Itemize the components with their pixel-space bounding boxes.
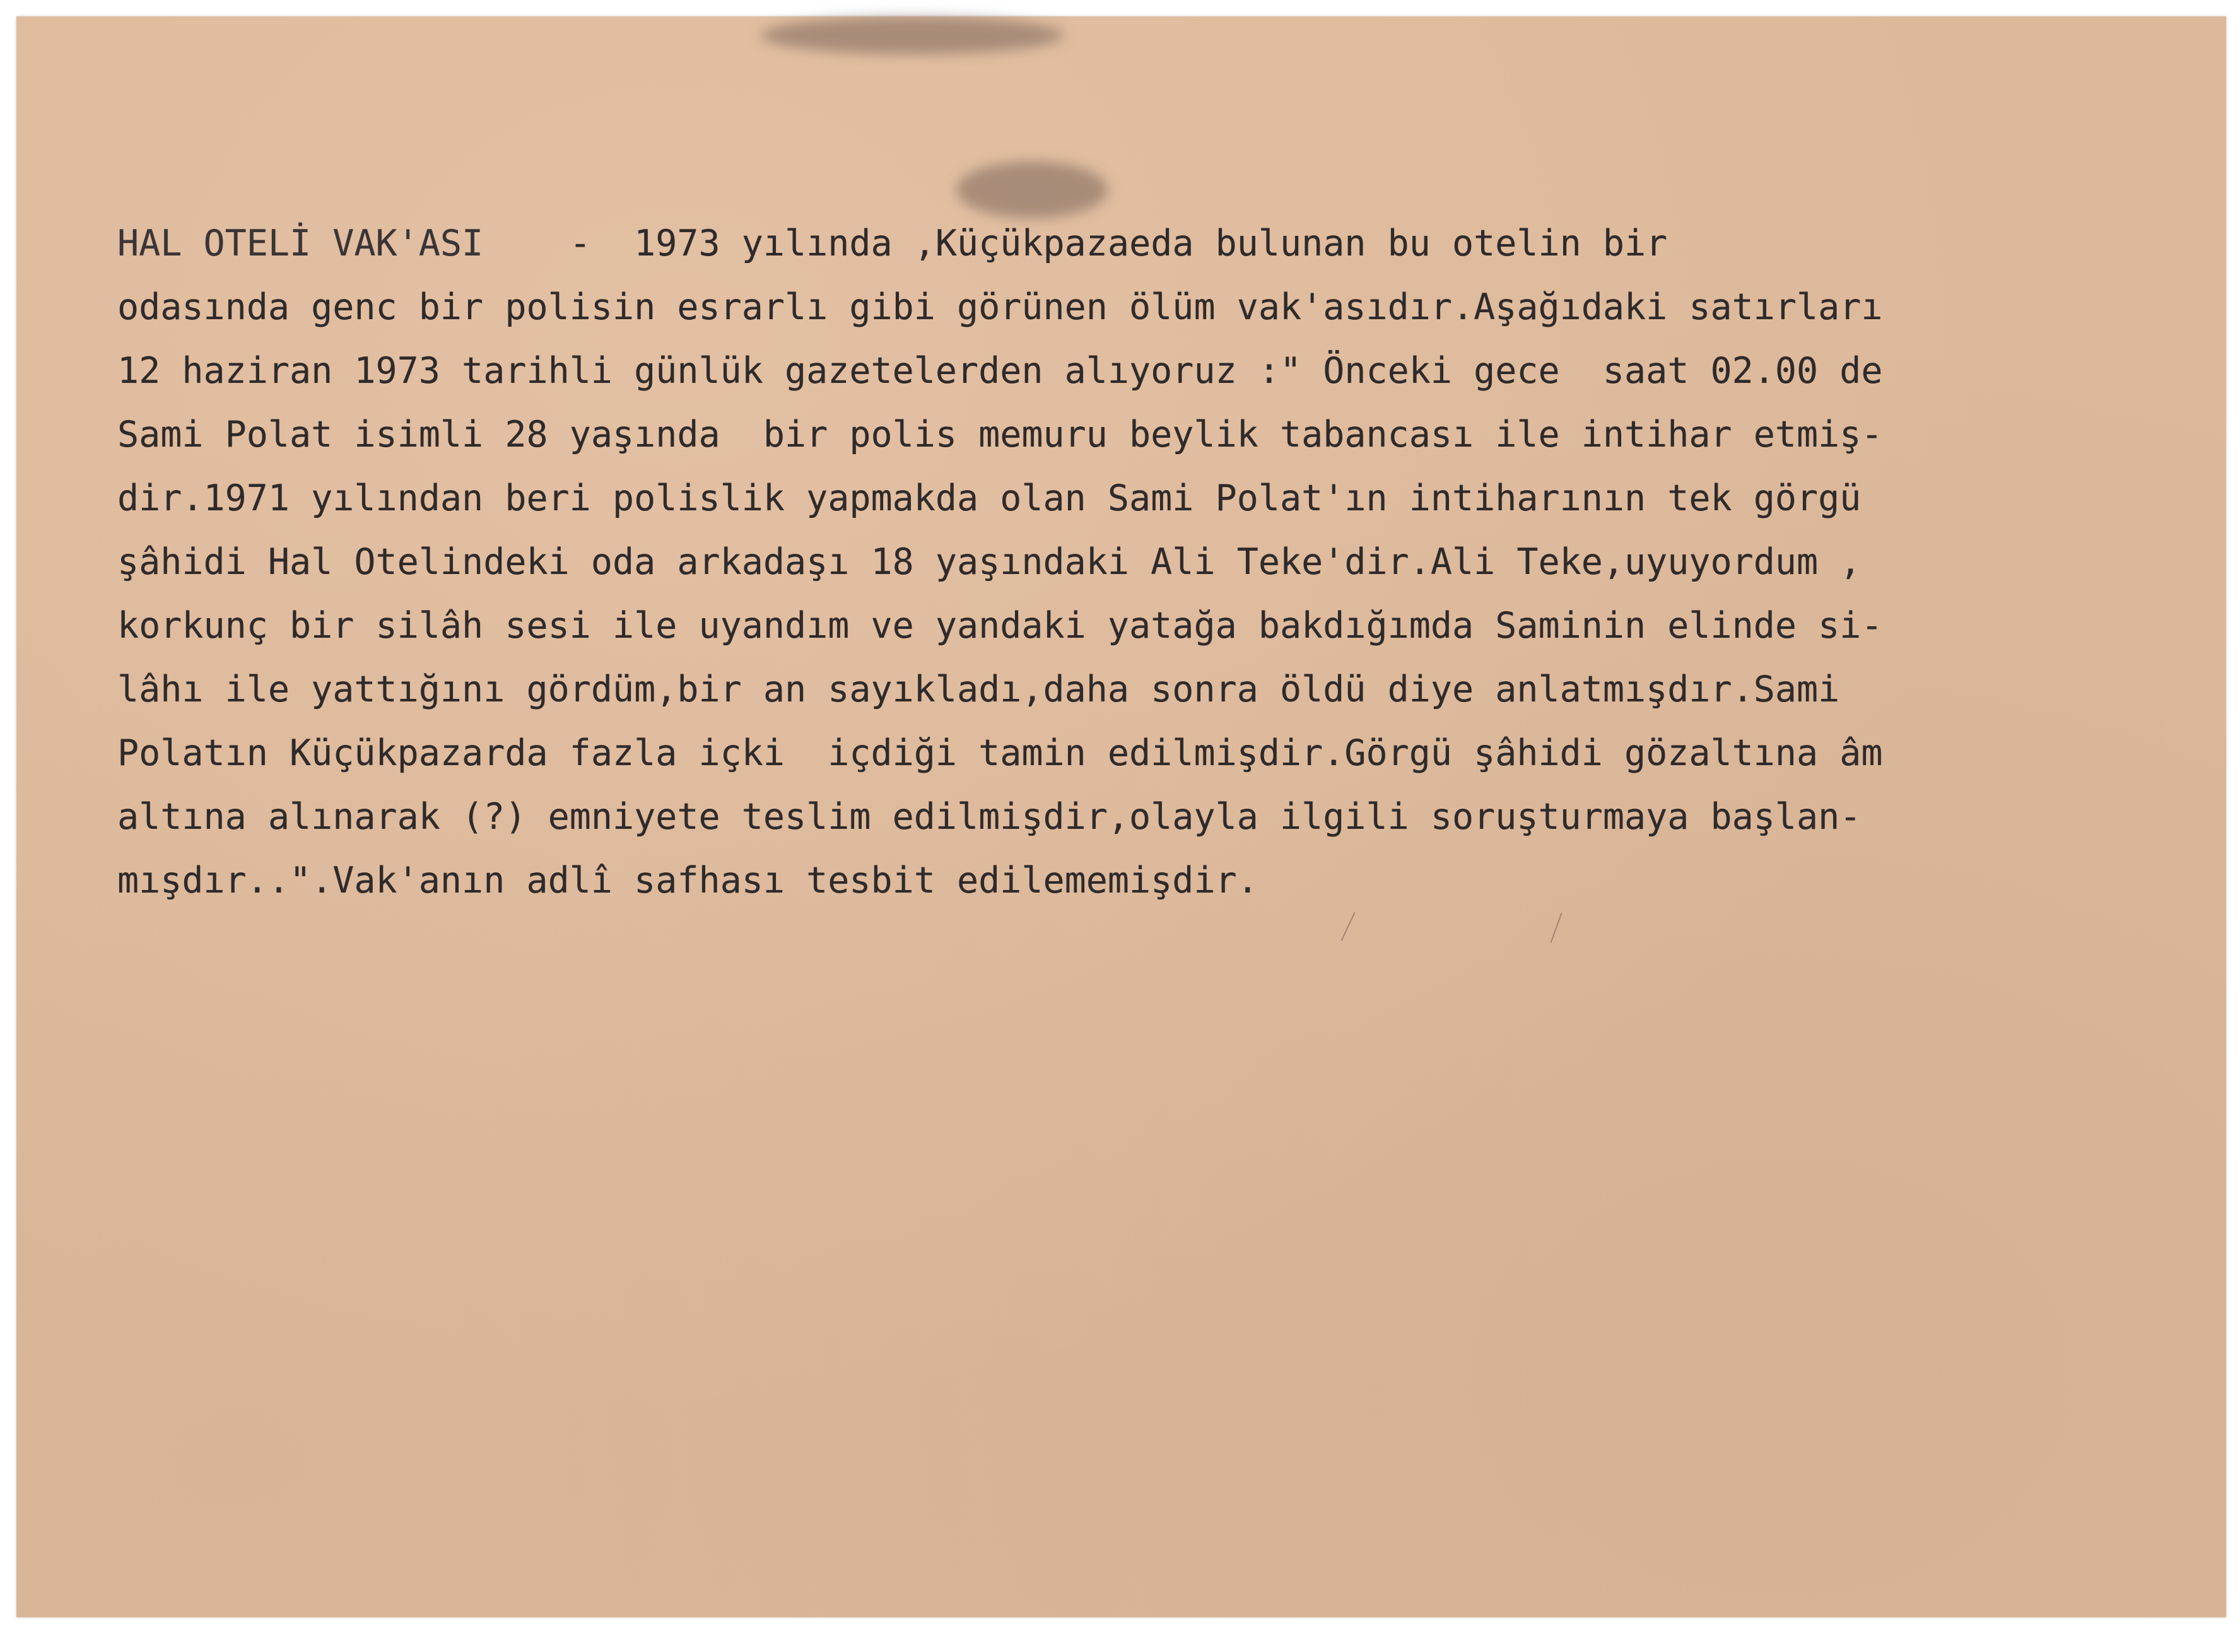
text-line: altına alınarak (?) emniyete teslim edilmişdir,olayla ilgili soruşturmaya başlan- [117, 796, 1862, 838]
text-line: - 1973 yılında ,Küçükpazaeda bulunan bu otelin bir [483, 223, 1668, 264]
text-line: dir.1971 yılından beri polislik yapmakda olan Sami Polat'ın intiharının tek görgü [117, 477, 1862, 519]
text-line: Polatın Küçükpazarda fazla içki içdiği tamin edilmişdir.Görgü şâhidi gözaltına âm [117, 732, 1883, 774]
document-title: HAL OTELİ VAK'ASI [117, 223, 484, 264]
text-line: 12 haziran 1973 tarihli günlük gazetelerden alıyoruz :" Önceki gece saat 02.00 de [117, 350, 1883, 392]
text-line: korkunç bir silâh sesi ile uyandım ve yandaki yatağa bakdığımda Saminin elinde si- [117, 605, 1883, 647]
text-line: odasında genc bir polisin esrarlı gibi görünen ölüm vak'asıdır.Aşağıdaki satırları [117, 286, 1883, 328]
ink-smudge [761, 16, 1064, 54]
document-body [117, 212, 2218, 913]
pencil-mark [1551, 913, 1563, 943]
first-line [117, 212, 2218, 276]
text-line: şâhidi Hal Otelindeki oda arkadaşı 18 yaşındaki Ali Teke'dir.Ali Teke,uyuyordum , [117, 541, 1862, 583]
text-line: lâhı ile yattığını gördüm,bir an sayıkladı,daha sonra öldü diye anlatmışdır.Sami [117, 669, 1840, 710]
ink-smudge [956, 161, 1108, 218]
text-line: Sami Polat isimli 28 yaşında bir polis memuru beylik tabancası ile intihar etmiş- [117, 414, 1883, 455]
text-line: mışdır..".Vak'anın adlî safhası tesbit edilememişdir. [117, 860, 1258, 901]
typewritten-sheet [16, 16, 2226, 1617]
pencil-mark [1341, 912, 1356, 941]
